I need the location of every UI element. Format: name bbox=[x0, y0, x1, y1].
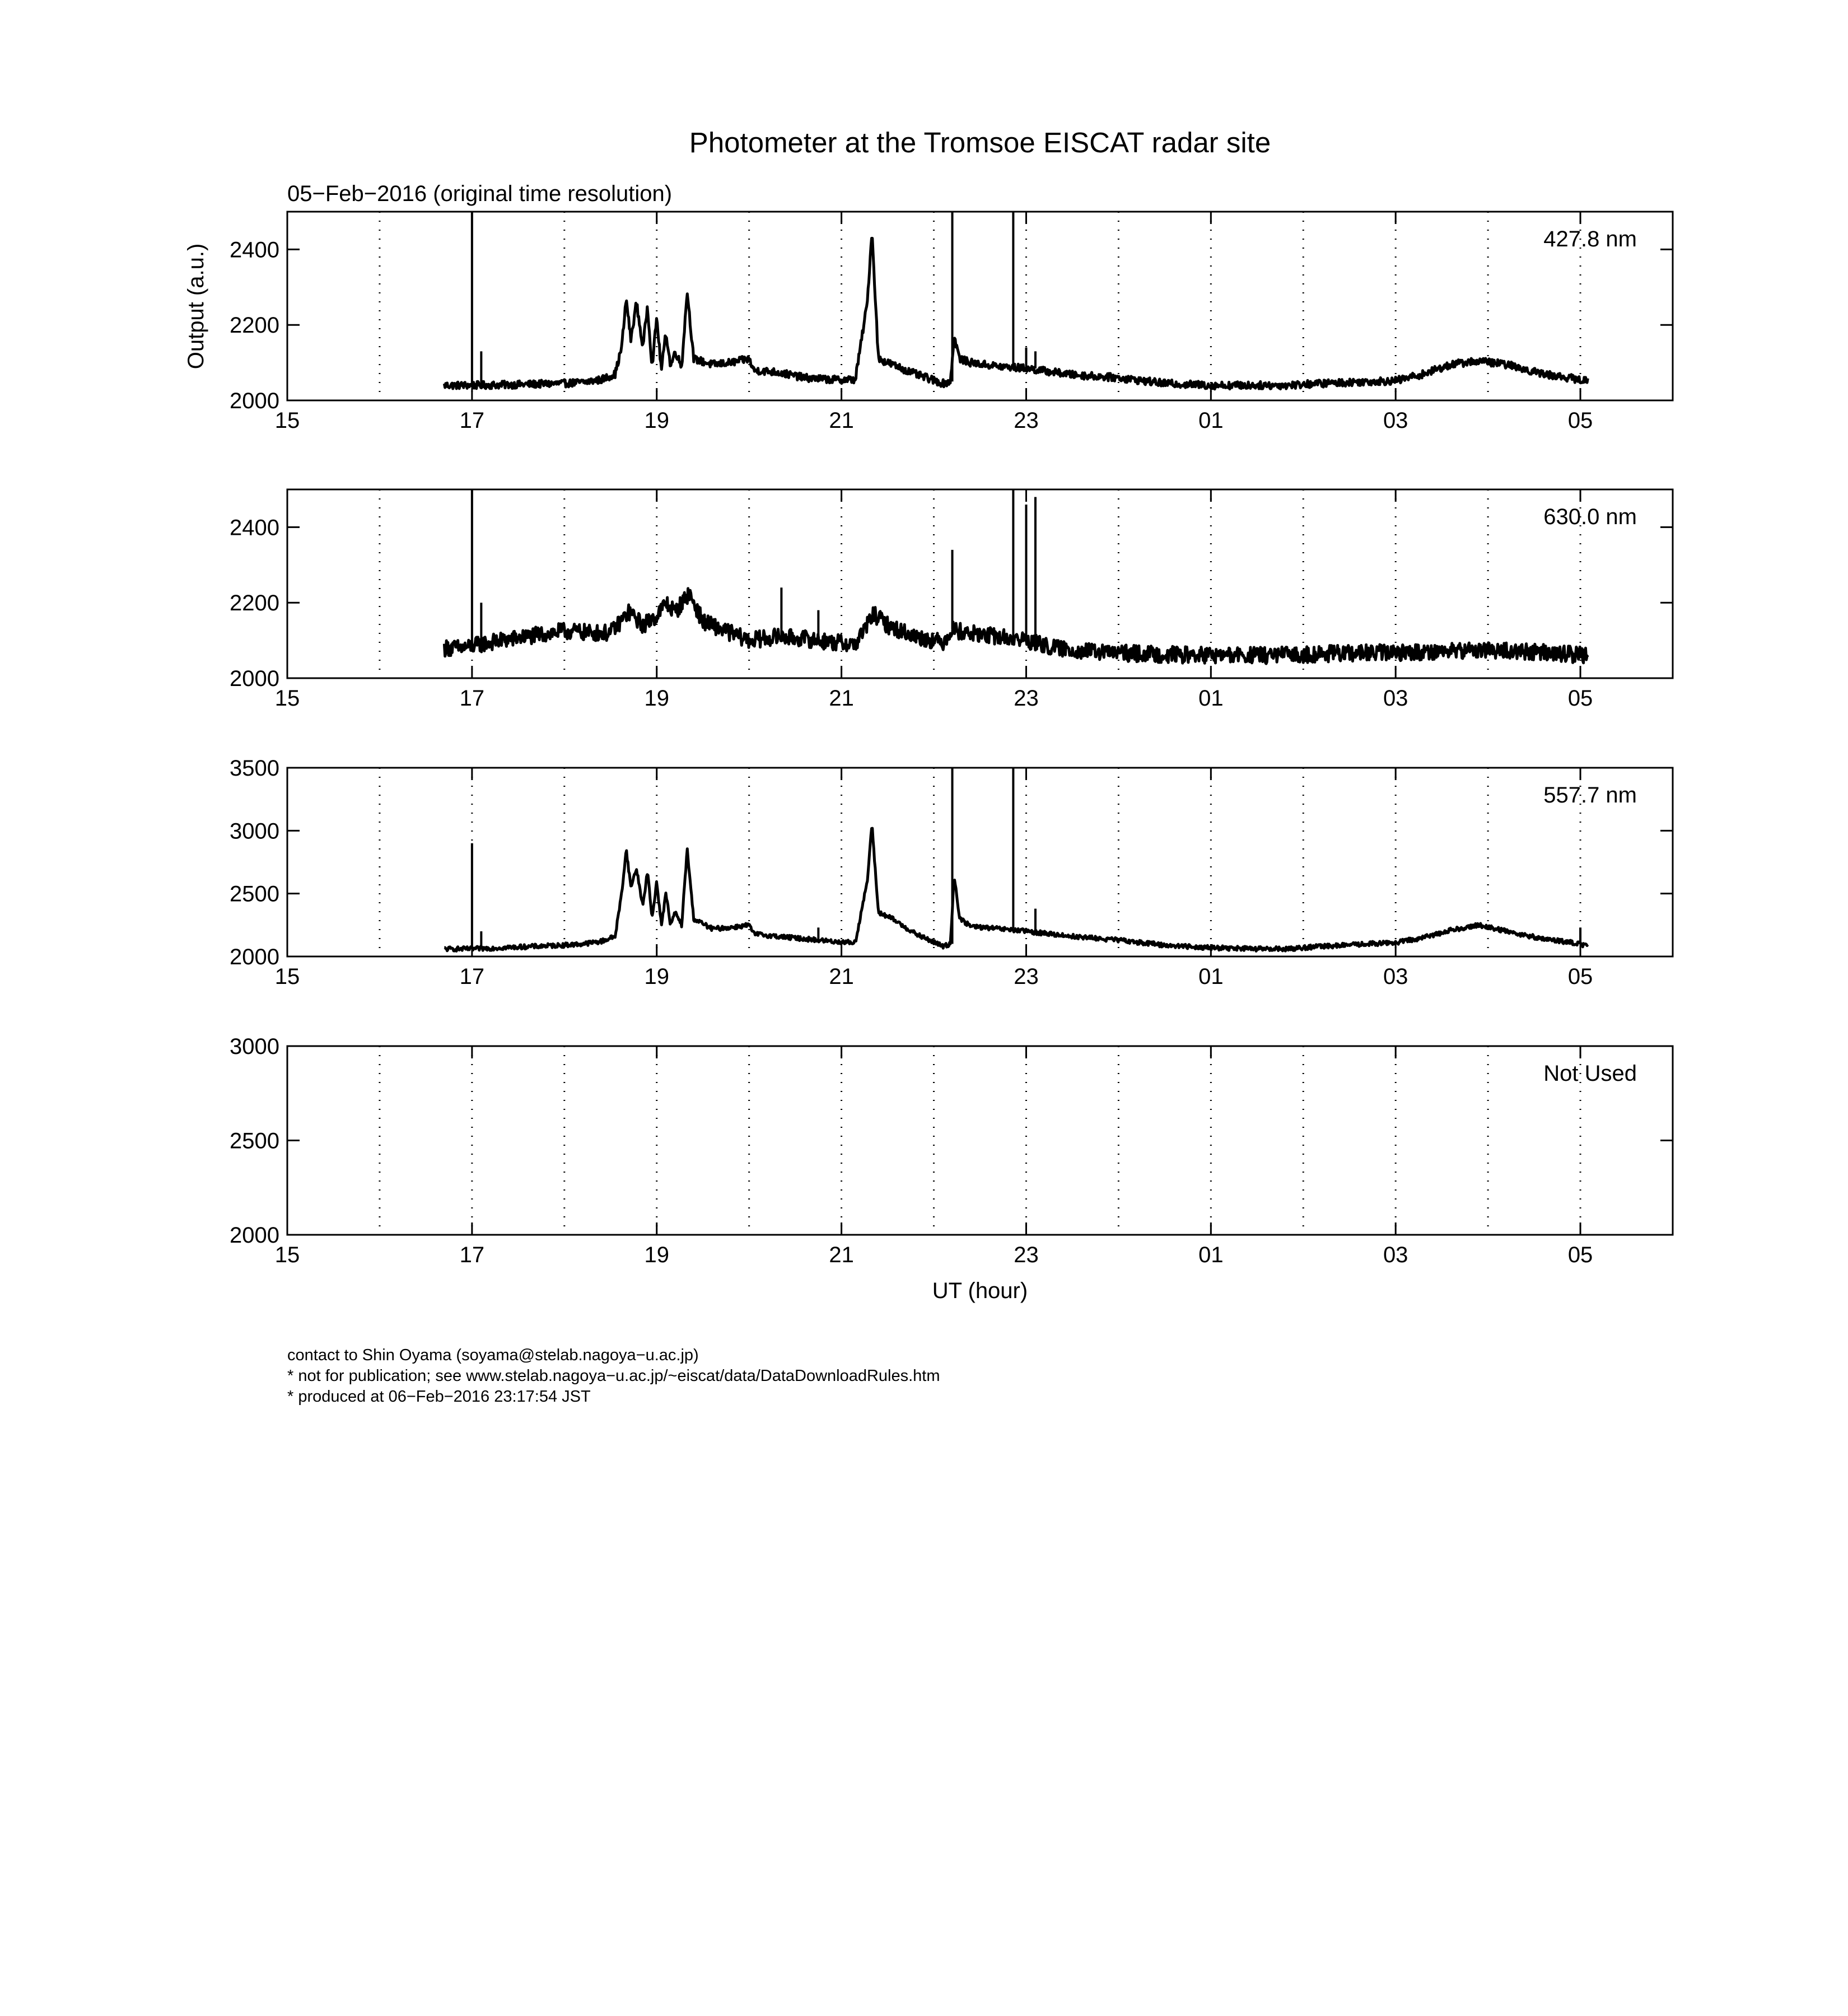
y-tick-label: 2400 bbox=[230, 237, 279, 263]
footer-contact: contact to Shin Oyama (soyama@stelab.nagoya−u.ac.jp) bbox=[287, 1346, 699, 1364]
x-tick-label: 19 bbox=[644, 964, 669, 989]
x-tick-label: 23 bbox=[1014, 964, 1039, 989]
y-tick-label: 2200 bbox=[230, 591, 279, 616]
x-tick-label: 01 bbox=[1198, 686, 1224, 711]
x-tick-label: 01 bbox=[1198, 1243, 1224, 1267]
x-tick-label: 17 bbox=[459, 964, 485, 989]
x-tick-label: 15 bbox=[274, 964, 300, 989]
y-tick-label: 2200 bbox=[230, 313, 279, 338]
x-tick-label: 19 bbox=[644, 686, 669, 711]
x-tick-label: 21 bbox=[829, 408, 854, 433]
x-tick-label: 05 bbox=[1567, 1243, 1593, 1267]
x-tick-label: 21 bbox=[829, 1243, 854, 1267]
x-tick-label: 01 bbox=[1198, 964, 1224, 989]
chart-title: Photometer at the Tromsoe EISCAT radar site bbox=[689, 127, 1271, 158]
x-tick-label: 01 bbox=[1198, 408, 1224, 433]
footer-publication-note: * not for publication; see www.stelab.nagoya−u.ac.jp/~eiscat/data/DataDownloadRules.htm bbox=[287, 1367, 940, 1385]
y-tick-label: 2000 bbox=[230, 389, 279, 413]
x-tick-label: 21 bbox=[829, 686, 854, 711]
x-tick-label: 05 bbox=[1567, 408, 1593, 433]
x-axis-label: UT (hour) bbox=[932, 1278, 1028, 1303]
x-tick-label: 17 bbox=[459, 408, 485, 433]
y-tick-label: 2000 bbox=[230, 945, 279, 969]
y-tick-label: 2000 bbox=[230, 666, 279, 691]
x-tick-label: 17 bbox=[459, 1243, 485, 1267]
x-tick-label: 23 bbox=[1014, 408, 1039, 433]
y-tick-label: 3500 bbox=[230, 756, 279, 781]
y-tick-label: 2000 bbox=[230, 1223, 279, 1248]
x-tick-label: 15 bbox=[274, 1243, 300, 1267]
footer-produced-at: * produced at 06−Feb−2016 23:17:54 JST bbox=[287, 1388, 591, 1406]
x-tick-label: 03 bbox=[1383, 1243, 1408, 1267]
x-tick-label: 17 bbox=[459, 686, 485, 711]
chart-subtitle: 05−Feb−2016 (original time resolution) bbox=[287, 181, 673, 206]
x-tick-label: 03 bbox=[1383, 408, 1408, 433]
channel-label: 630.0 nm bbox=[1543, 505, 1637, 529]
channel-label: 557.7 nm bbox=[1543, 783, 1637, 808]
y-tick-label: 2500 bbox=[230, 1128, 279, 1154]
x-tick-label: 19 bbox=[644, 408, 669, 433]
x-tick-label: 05 bbox=[1567, 686, 1593, 711]
x-tick-label: 23 bbox=[1014, 1243, 1039, 1267]
x-tick-label: 23 bbox=[1014, 686, 1039, 711]
x-tick-label: 03 bbox=[1383, 964, 1408, 989]
x-tick-label: 03 bbox=[1383, 686, 1408, 711]
y-tick-label: 3000 bbox=[230, 819, 279, 844]
y-tick-label: 2500 bbox=[230, 881, 279, 907]
x-tick-label: 15 bbox=[274, 686, 300, 711]
footer-notes bbox=[287, 1345, 940, 1407]
x-tick-label: 15 bbox=[274, 408, 300, 433]
x-tick-label: 21 bbox=[829, 964, 854, 989]
x-tick-label: 05 bbox=[1567, 964, 1593, 989]
y-tick-label: 3000 bbox=[230, 1034, 279, 1059]
y-axis-label: Output (a.u.) bbox=[184, 243, 208, 370]
x-tick-label: 19 bbox=[644, 1243, 669, 1267]
channel-label: Not Used bbox=[1543, 1061, 1637, 1086]
y-tick-label: 2400 bbox=[230, 515, 279, 540]
channel-label: 427.8 nm bbox=[1543, 227, 1637, 251]
